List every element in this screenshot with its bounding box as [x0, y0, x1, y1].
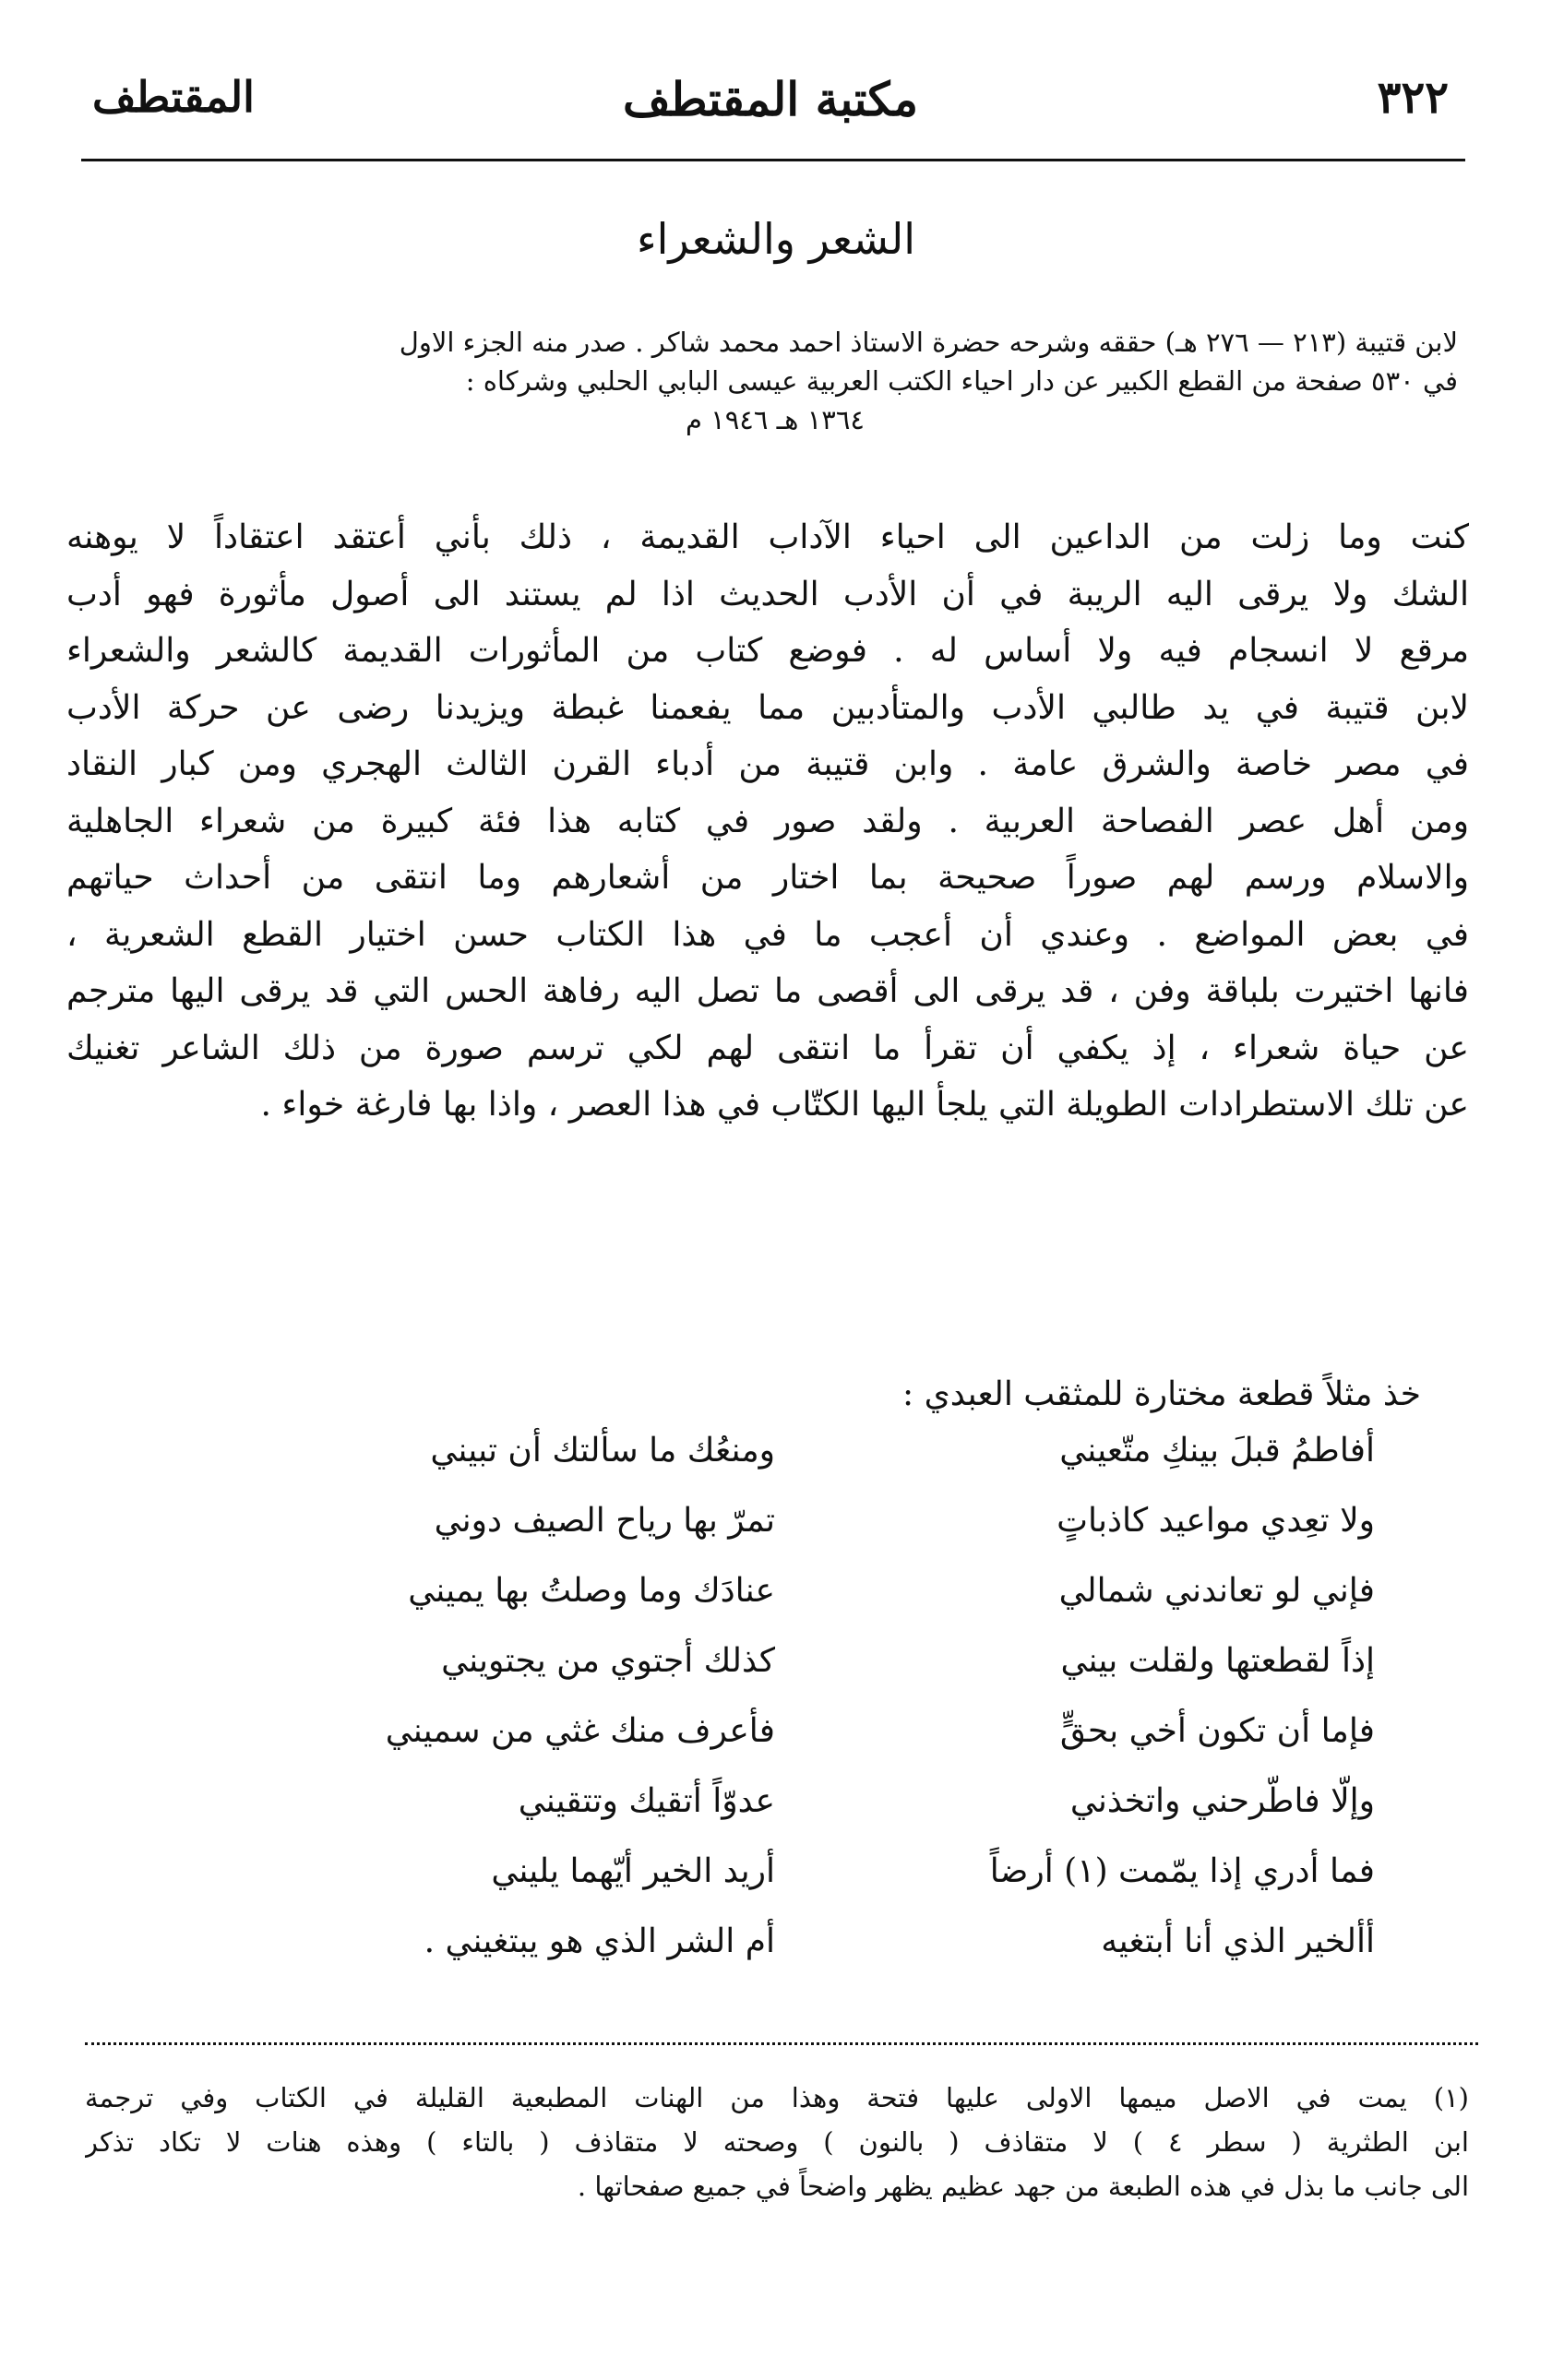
body-line: عن حياة شعراء ، إذ يكفي أن تقرأ ما انتقى لهم لكي ترسم صورة من ذلك الشاعر تغنيك	[66, 1029, 1469, 1067]
header-rule	[81, 159, 1465, 161]
footnote	[85, 2076, 1469, 2208]
poem-verse	[221, 1432, 1375, 1502]
body-line: مرقع لا انسجام فيه ولا أساس له . فوضع كتاب من المأثورات القديمة كالشعر والشعراء	[66, 632, 1469, 670]
body-line: في بعض المواضع . وعندي أن أعجب ما في هذا الكتاب حسن اختيار القطع الشعرية ،	[66, 915, 1469, 954]
body-line: ومن أهل عصر الفصاحة العربية . ولقد صور في كتابه هذا فئة كبيرة من شعراء الجاهلية	[66, 802, 1469, 840]
poem-verse	[221, 1502, 1375, 1572]
verse-second-hemistich: عدوّاً أتقيك وتتقيني	[518, 1782, 775, 1820]
journal-title: المقتطف	[92, 72, 255, 122]
verse-second-hemistich: أم الشر الذي هو يبتغيني .	[424, 1922, 775, 1960]
verse-first-hemistich: إذاً لقطعتها ولقلت بيني	[1060, 1642, 1375, 1680]
body-line: عن تلك الاستطرادات الطويلة التي يلجأ اليها الكتّاب في هذا العصر ، واذا بها فارغة خواء .	[260, 1086, 1469, 1124]
page-number: ٣٢٢	[1377, 72, 1449, 124]
verse-second-hemistich: أريد الخير أيّهما يليني	[491, 1852, 775, 1890]
footnote-line: الى جانب ما بذل في هذه الطبعة من جهد عظيم يظهر واضحاً في جميع صفحاتها .	[577, 2171, 1469, 2202]
poem-verse	[221, 1712, 1375, 1782]
footnote-line: (١) يمت في الاصل ميمها الاولى عليها فتحة وهذا من الهنات المطبعية القليلة في الكتاب وفي ترجمة	[85, 2082, 1469, 2113]
footnote-line: ابن الطثرية ( سطر ٤ ) لا متقاذف ( بالنون ) وصحته لا متقاذف ( بالتاء ) وهذه هنات لا تكاد تذكر	[85, 2126, 1469, 2158]
verse-second-hemistich: فأعرف منك غثي من سميني	[385, 1712, 775, 1750]
body-line: والاسلام ورسم لهم صوراً صحيحة بما اختار من أشعارهم وما انتقى من أحداث حياتهم	[66, 859, 1469, 897]
footnote-rule	[85, 2042, 1478, 2045]
book-info-line: لابن قتيبة (٢١٣ — ٢٧٦ هـ) حققه وشرحه حضرة الاستاذ احمد محمد شاكر . صدر منه الجزء الاول	[399, 327, 1458, 358]
verse-first-hemistich: وإلّا فاطّرحني واتخذني	[1069, 1782, 1375, 1820]
verse-first-hemistich: ولا تعِدي مواعيد كاذباتٍ	[1057, 1502, 1375, 1540]
poem-verse	[221, 1782, 1375, 1852]
poem-verse	[221, 1642, 1375, 1712]
section-title: مكتبة المقتطف	[623, 72, 918, 126]
running-header	[92, 72, 1449, 137]
poem-verse	[221, 1572, 1375, 1642]
verse-first-hemistich: فما أدري إذا يمّمت (١) أرضاً	[989, 1852, 1375, 1890]
verse-second-hemistich: كذلك أجتوي من يجتويني	[441, 1642, 775, 1680]
poem-verse	[221, 1922, 1375, 1993]
body-line: الشك ولا يرقى اليه الريبة في أن الأدب الحديث اذا لم يستند الى أصول مأثورة فهو أدب	[66, 575, 1469, 613]
book-info-line: في ٥٣٠ صفحة من القطع الكبير عن دار احياء الكتب العربية عيسى البابي الحلبي وشركاه :	[465, 365, 1458, 397]
poem-verse	[221, 1852, 1375, 1922]
body-line: كنت وما زلت من الداعين الى احياء الآداب القديمة ، ذلك بأني أعتقد اعتقاداً لا يوهنه	[66, 518, 1469, 556]
verse-first-hemistich: فإما أن تكون أخي بحقٍّ	[1059, 1712, 1375, 1750]
book-info	[92, 323, 1458, 439]
body-line: في مصر خاصة والشرق عامة . وابن قتيبة من أدباء القرن الثالث الهجري ومن كبار النقاد	[66, 745, 1469, 783]
poem-intro: خذ مثلاً قطعة مختارة للمثقب العبدي :	[902, 1375, 1421, 1413]
verse-second-hemistich: عنادَك وما وصلتُ بها يميني	[408, 1572, 775, 1610]
book-info-date: ١٣٦٤ هـ ١٩٤٦ م	[685, 404, 866, 435]
body-line: لابن قتيبة في يد طالبي الأدب والمتأدبين مما يفعمنا غبطة ويزيدنا رضى عن حركة الأدب	[66, 688, 1469, 727]
body-line: فانها اختيرت بلباقة وفن ، قد يرقى الى أقصى ما تصل اليه رفاهة الحس التي قد يرقى اليها مترجم	[66, 972, 1469, 1010]
verse-first-hemistich: أفاطمُ قبلَ بينكِ متّعيني	[1059, 1432, 1375, 1470]
review-body	[66, 509, 1469, 1134]
verse-second-hemistich: ومنعُك ما سألتك أن تبيني	[430, 1432, 775, 1470]
verse-first-hemistich: أألخير الذي أنا أبتغيه	[1101, 1922, 1375, 1960]
book-title: الشعر والشعراء	[636, 214, 916, 264]
verse-second-hemistich: تمرّ بها رياح الصيف دوني	[434, 1502, 775, 1540]
poem	[221, 1432, 1375, 1993]
verse-first-hemistich: فإني لو تعاندني شمالي	[1058, 1572, 1375, 1610]
